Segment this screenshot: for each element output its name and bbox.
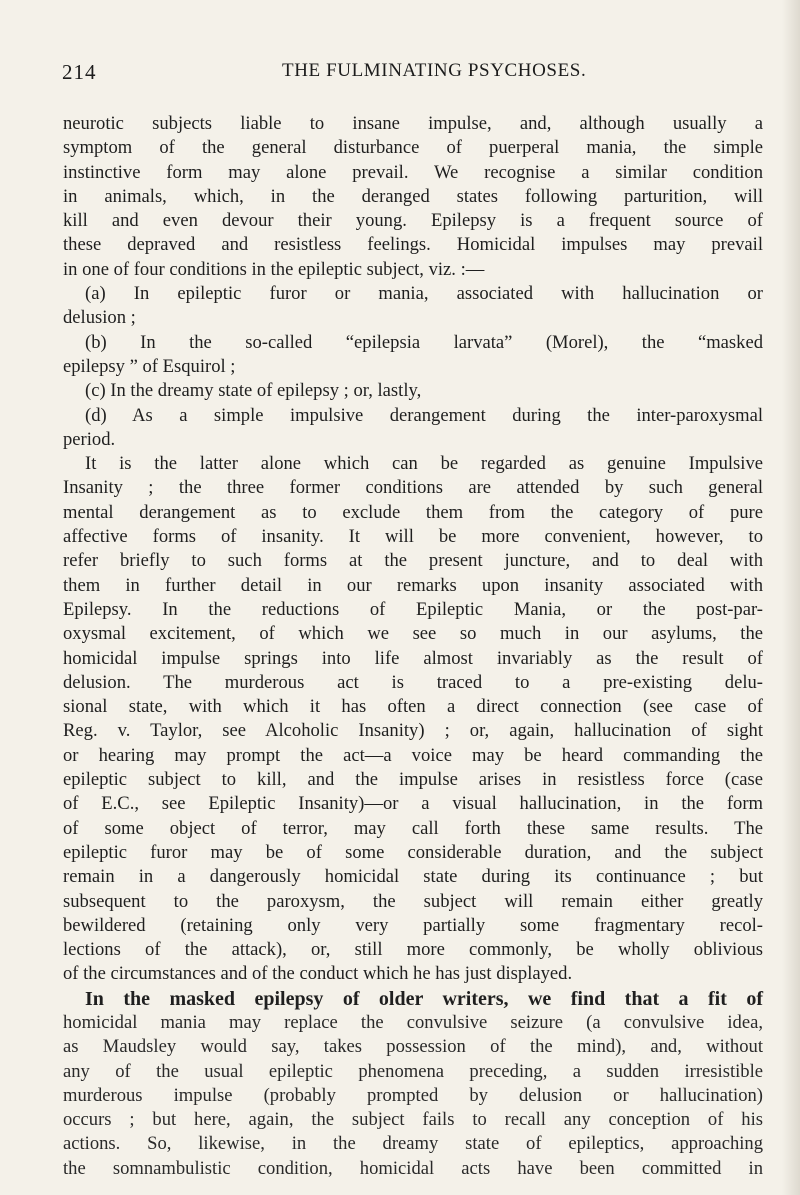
text-line: sional state, with which it has often a direct connection (see case of — [63, 696, 763, 718]
text-line: bewildered (retaining only very partially some fragmentary recol- — [63, 914, 763, 936]
text-line: instinctive form may alone prevail. We recognise a similar condition — [63, 161, 763, 183]
text-line: them in further detail in our remarks upon insanity associated with — [63, 574, 763, 596]
text-line: Insanity ; the three former conditions are attended by such general — [63, 477, 763, 499]
text-line: lections of the attack), or, still more commonly, be wholly oblivious — [63, 939, 763, 961]
text-line: delusion. The murderous act is traced to a pre-existing delu- — [63, 671, 763, 693]
text-line: affective forms of insanity. It will be more convenient, however, to — [63, 526, 763, 548]
body-text — [63, 112, 763, 1181]
text-line: Epilepsy. In the reductions of Epileptic Mania, or the post-par- — [63, 598, 763, 620]
text-line: homicidal mania may replace the convulsive seizure (a convulsive idea, — [63, 1011, 763, 1033]
text-line: as Maudsley would say, takes possession of the mind), and, without — [63, 1036, 763, 1058]
text-line: of E.C., see Epileptic Insanity)—or a visual hallucination, in the form — [63, 793, 763, 815]
text-line: kill and even devour their young. Epilepsy is a frequent source of — [63, 210, 763, 232]
text-line: neurotic subjects liable to insane impulse, and, although usually a — [63, 113, 763, 134]
text-line: (d) As a simple impulsive derangement during the inter-paroxysmal — [85, 404, 763, 426]
text-line: mental derangement as to exclude them from the category of pure — [63, 501, 763, 523]
text-line: these depraved and resistless feelings. Homicidal impulses may prevail — [63, 234, 763, 256]
page-header — [62, 60, 742, 90]
text-line: actions. So, likewise, in the dreamy state of epileptics, approaching — [63, 1133, 763, 1155]
running-head: THE FULMINATING PSYCHOSES. — [282, 60, 587, 81]
text-line: In the masked epilepsy of older writers, we find that a fit of — [85, 987, 763, 1010]
text-line: in one of four conditions in the epileptic subject, viz. :— — [63, 258, 485, 280]
text-line: delusion ; — [63, 307, 136, 329]
text-line: in animals, which, in the deranged states following parturition, will — [63, 185, 763, 207]
text-line: homicidal impulse springs into life almost invariably as the result of — [63, 647, 763, 669]
text-line: refer briefly to such forms at the present juncture, and to deal with — [63, 550, 763, 572]
page-number: 214 — [62, 60, 97, 84]
text-line: epileptic subject to kill, and the impulse arises in resistless force (case — [63, 769, 763, 791]
text-line: (c) In the dreamy state of epilepsy ; or, lastly, — [85, 380, 422, 402]
text-line: epilepsy ” of Esquirol ; — [63, 355, 236, 377]
text-line: of the circumstances and of the conduct which he has just displayed. — [63, 963, 573, 985]
text-line: remain in a dangerously homicidal state during its continuance ; but — [63, 866, 763, 888]
text-line: of some object of terror, may call forth these same results. The — [63, 817, 763, 839]
text-line: occurs ; but here, again, the subject fails to recall any conception of his — [63, 1109, 763, 1131]
page-edge-shadow — [782, 0, 800, 1195]
text-line: (a) In epileptic furor or mania, associated with hallucination or — [85, 283, 763, 305]
text-line: It is the latter alone which can be regarded as genuine Impulsive — [85, 453, 763, 475]
text-line: the somnambulistic condition, homicidal acts have been committed in — [63, 1157, 763, 1179]
text-line: or hearing may prompt the act—a voice may be heard commanding the — [63, 744, 763, 766]
text-line: period. — [63, 428, 116, 450]
text-line: Reg. v. Taylor, see Alcoholic Insanity) ; or, again, hallucination of sight — [63, 720, 763, 742]
text-line: symptom of the general disturbance of puerperal mania, the simple — [63, 137, 763, 159]
text-line: murderous impulse (probably prompted by delusion or hallucination) — [63, 1084, 763, 1106]
text-line: subsequent to the paroxysm, the subject will remain either greatly — [63, 890, 763, 912]
text-line: epileptic furor may be of some considerable duration, and the subject — [63, 841, 763, 863]
text-line: (b) In the so-called “epilepsia larvata” (Morel), the “masked — [85, 331, 763, 353]
text-line: oxysmal excitement, of which we see so much in our asylums, the — [63, 623, 763, 645]
text-line: any of the usual epileptic phenomena preceding, a sudden irresistible — [63, 1060, 763, 1082]
